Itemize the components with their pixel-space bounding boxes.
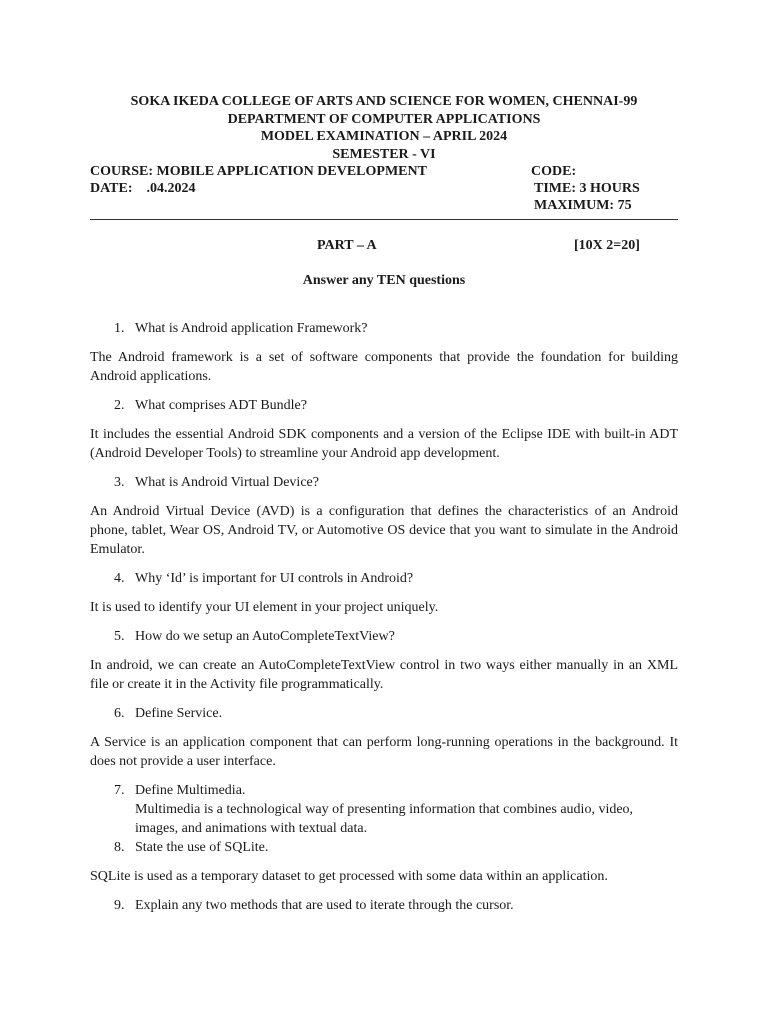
question-number: 4. bbox=[114, 571, 125, 586]
question-number: 7. bbox=[114, 783, 125, 798]
question-2 bbox=[90, 396, 678, 415]
answer-6: A Service is an application component that can perform long-running operations in the background. It does not provide a user interface. bbox=[90, 735, 678, 769]
question-7 bbox=[90, 781, 678, 800]
question-text: What is Android Virtual Device? bbox=[135, 475, 319, 490]
question-8 bbox=[90, 838, 678, 857]
question-text: State the use of SQLite. bbox=[135, 840, 269, 855]
question-5 bbox=[90, 627, 678, 646]
question-text: How do we setup an AutoCompleteTextView? bbox=[135, 629, 395, 644]
question-6 bbox=[90, 704, 678, 723]
question-text: Why ‘Id’ is important for UI controls in Android? bbox=[135, 571, 414, 586]
question-4 bbox=[90, 569, 678, 588]
exam-title: MODEL EXAMINATION – APRIL 2024 bbox=[260, 129, 508, 144]
part-instruction: Answer any TEN questions bbox=[302, 273, 466, 288]
question-number: 5. bbox=[114, 629, 125, 644]
question-number: 9. bbox=[114, 898, 125, 913]
answer-1: The Android framework is a set of software components that provide the foundation for building Android applications. bbox=[90, 350, 678, 384]
course-meta bbox=[90, 163, 678, 215]
part-title: PART – A bbox=[317, 238, 377, 253]
college-name: SOKA IKEDA COLLEGE OF ARTS AND SCIENCE FOR WOMEN, CHENNAI-99 bbox=[130, 94, 638, 109]
answer-3: An Android Virtual Device (AVD) is a configuration that defines the characteristics of an Android phone, tablet, Wear OS, Android TV, or Automotive OS device that you want to simulate in the Android Emulator. bbox=[90, 504, 678, 557]
question-1 bbox=[90, 319, 678, 338]
question-text: What is Android application Framework? bbox=[135, 321, 368, 336]
paper-header bbox=[90, 93, 678, 163]
question-9 bbox=[90, 896, 678, 915]
question-3 bbox=[90, 473, 678, 492]
question-text: What comprises ADT Bundle? bbox=[135, 398, 307, 413]
question-number: 1. bbox=[114, 321, 125, 336]
exam-paper bbox=[90, 93, 678, 913]
time-label: TIME: 3 HOURS bbox=[534, 181, 640, 196]
question-number: 8. bbox=[114, 840, 125, 855]
department-name: DEPARTMENT OF COMPUTER APPLICATIONS bbox=[227, 111, 541, 127]
question-number: 2. bbox=[114, 398, 125, 413]
question-text: Explain any two methods that are used to iterate through the cursor. bbox=[135, 898, 514, 913]
answer-5: In android, we can create an AutoCompleteTextView control in two ways either manually in an XML file or create it in the Activity file programmatically. bbox=[90, 658, 678, 692]
question-number: 3. bbox=[114, 475, 125, 490]
semester: SEMESTER - VI bbox=[332, 146, 436, 162]
answer-4: It is used to identify your UI element in your project uniquely. bbox=[90, 600, 439, 615]
maximum-marks: MAXIMUM: 75 bbox=[534, 198, 632, 213]
code-label: CODE: bbox=[531, 164, 577, 179]
header-divider bbox=[90, 219, 678, 220]
question-text: Define Service. bbox=[135, 706, 223, 721]
answer-8: SQLite is used as a temporary dataset to get processed with some data within an application. bbox=[90, 869, 608, 884]
answer-2: It includes the essential Android SDK components and a version of the Eclipse IDE with built-in ADT (Android Developer Tools) to streamline your Android app development. bbox=[90, 427, 678, 461]
date-label: DATE: .04.2024 bbox=[90, 181, 196, 196]
part-marks: [10X 2=20] bbox=[574, 238, 640, 253]
answer-7: Multimedia is a technological way of presenting information that combines audio, video, images, and animations with textual data. bbox=[135, 802, 634, 836]
part-heading bbox=[90, 238, 678, 256]
question-list bbox=[90, 319, 678, 915]
course-label: COURSE: MOBILE APPLICATION DEVELOPMENT bbox=[90, 164, 427, 179]
question-text: Define Multimedia. bbox=[135, 783, 246, 798]
question-number: 6. bbox=[114, 706, 125, 721]
